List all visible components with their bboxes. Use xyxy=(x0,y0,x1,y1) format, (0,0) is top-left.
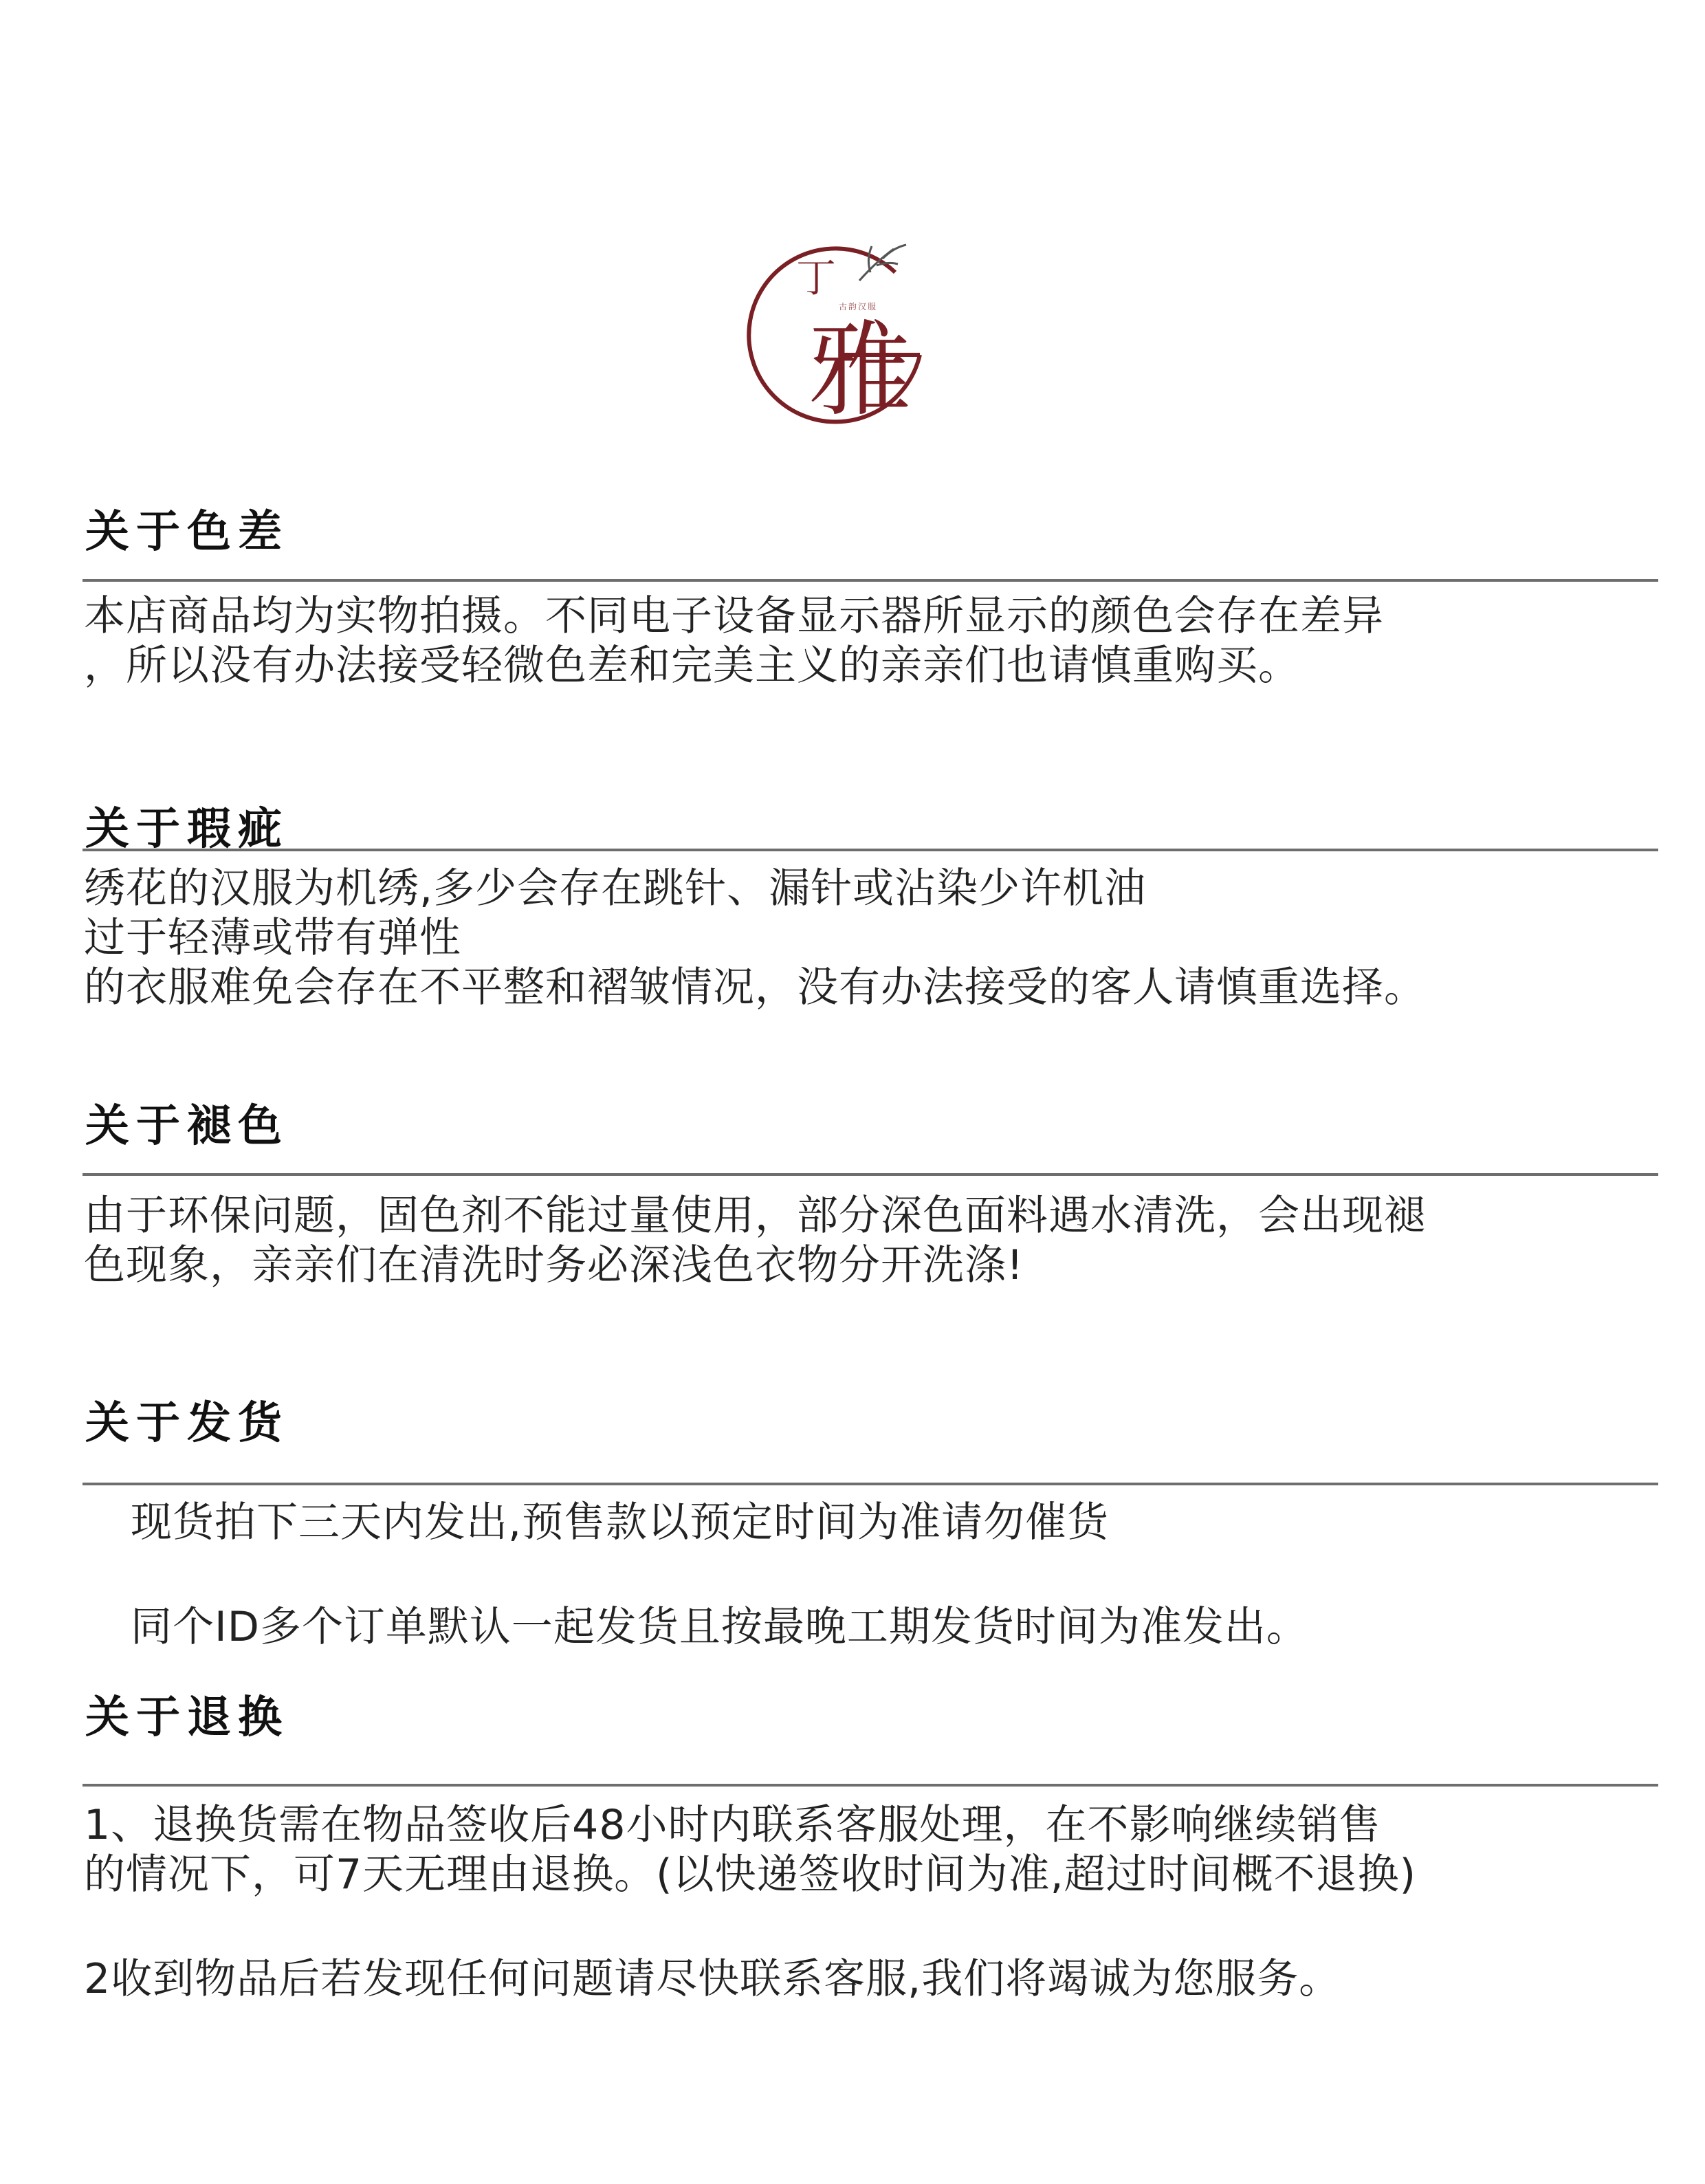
section-title-fading: 关于褪色 xyxy=(85,1100,289,1152)
section-title-flaws: 关于瑕疵 xyxy=(85,803,289,855)
text-line: 由于环保问题，固色剂不能过量使用，部分深色面料遇水清洗，会出现褪 xyxy=(84,1192,1426,1240)
section-divider xyxy=(82,849,1658,851)
text-line: 的衣服难免会存在不平整和褶皱情况，没有办法接受的客人请慎重选择。 xyxy=(84,963,1426,1012)
text-line: 过于轻薄或带有弹性 xyxy=(84,914,461,962)
text-line: 本店商品均为实物拍摄。不同电子设备显示器所显示的颜色会存在差异 xyxy=(84,592,1384,640)
brand-mark: 丁 xyxy=(796,254,837,301)
section-body-color-difference xyxy=(84,591,1665,690)
text-line: 绣花的汉服为机绣,多少会存在跳针、漏针或沾染少许机油 xyxy=(84,864,1147,913)
brand-logo xyxy=(736,234,942,440)
section-title-shipping: 关于发货 xyxy=(85,1397,289,1449)
section-body-shipping xyxy=(131,1498,1705,1652)
section-body-flaws xyxy=(84,864,1665,1012)
line-gap xyxy=(131,1547,1705,1602)
line-gap xyxy=(84,1899,1665,1954)
section-divider xyxy=(82,1483,1658,1485)
text-line: 的情况下，可7天无理由退换。(以快递签收时间为准,超过时间概不退换) xyxy=(84,1850,1417,1899)
section-divider xyxy=(82,1784,1658,1787)
text-line: 2收到物品后若发现任何问题请尽快联系客服,我们将竭诚为您服务。 xyxy=(84,1955,1341,2003)
text-line: 同个ID多个订单默认一起发货且按最晚工期发货时间为准发出。 xyxy=(131,1603,1308,1651)
text-line: 现货拍下三天内发出,预售款以预定时间为准请勿催货 xyxy=(131,1498,1110,1547)
text-line: 1、退换货需在物品签收后48小时内联系客服处理，在不影响继续销售 xyxy=(84,1801,1381,1849)
bamboo-leaf-icon xyxy=(859,245,906,281)
section-body-fading xyxy=(84,1191,1665,1290)
section-title-returns: 关于退换 xyxy=(85,1692,289,1743)
brand-logo-seal xyxy=(736,234,942,440)
text-line: ，所以没有办法接受轻微色差和完美主义的亲亲们也请慎重购买。 xyxy=(84,642,1300,690)
text-line: 色现象，亲亲们在清洗时务必深浅色衣物分开洗涤! xyxy=(84,1241,1024,1289)
section-body-returns xyxy=(84,1800,1665,2004)
brand-tagline: 古韵汉服 xyxy=(839,302,878,312)
section-divider xyxy=(82,579,1658,582)
section-title-color-difference: 关于色差 xyxy=(85,506,289,558)
section-divider xyxy=(82,1173,1658,1176)
brand-char: 雅 xyxy=(808,311,912,430)
